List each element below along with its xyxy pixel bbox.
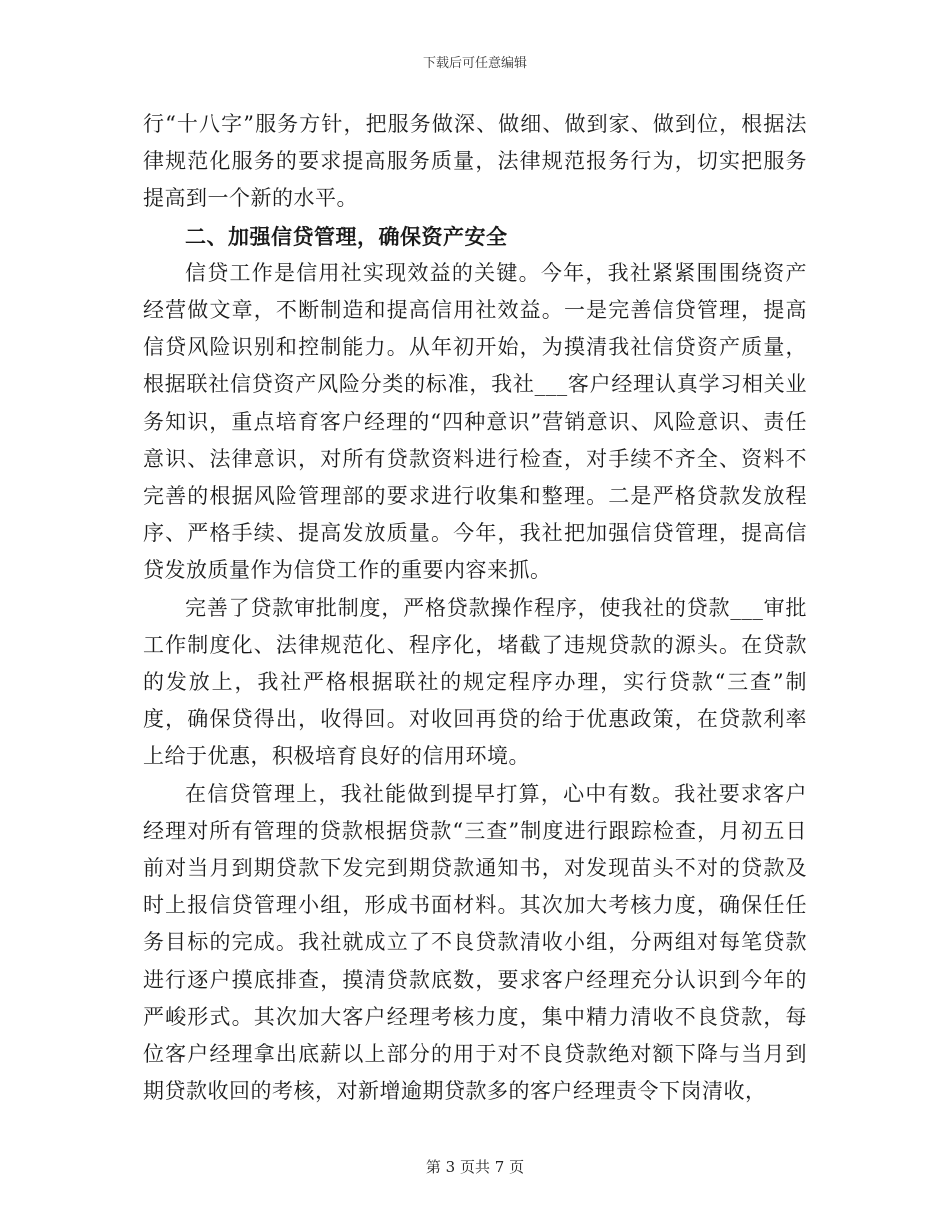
- paragraph-loan-approval: 完善了贷款审批制度，严格贷款操作程序，使我社的贷款___审批工作制度化、法律规范化、程序化，堵截了违规贷款的源头。在贷款的发放上，我社严格根据联社的规定程序办理，实行贷款“三查”制度，确保贷得出，收得回。对收回再贷的给于优惠政策，在贷款利率上给于优惠，积极培育良好的信用环境。: [143, 595, 807, 769]
- paragraph-credit-work: 信贷工作是信用社实现效益的关键。今年，我社紧紧围围绕资产经营做文章，不断制造和提高信用社效益。一是完善信贷管理，提高信贷风险识别和控制能力。从年初开始，为摸清我社信贷资产质量，根据联社信贷资产风险分类的标准，我社___客户经理认真学习相关业务知识，重点培育客户经理的“四种意识”营销意识、风险意识、责任意识、法律意识，对所有贷款资料进行检查，对手续不齐全、资料不完善的根据风险管理部的要求进行收集和整理。二是严格贷款发放程序、严格手续、提高发放质量。今年，我社把加强信贷管理，提高信贷发放质量作为信贷工作的重要内容来抓。: [143, 260, 807, 583]
- section-heading: 二、加强信贷管理，确保资产安全: [185, 223, 508, 249]
- paragraph-credit-management: 在信贷管理上，我社能做到提早打算，心中有数。我社要求客户经理对所有管理的贷款根据贷款“三查”制度进行跟踪检查，月初五日前对当月到期贷款下发完到期贷款通知书，对发现苗头不对的贷款及时上报信贷管理小组，形成书面材料。其次加大考核力度，确保任任务目标的完成。我社就成立了不良贷款清收小组，分两组对每笔贷款进行逐户摸底排查，摸清贷款底数，要求客户经理充分认识到今年的严峻形式。其次加大客户经理考核力度，集中精力清收不良贷款，每位客户经理拿出底薪以上部分的用于对不良贷款绝对额下降与当月到期贷款收回的考核，对新增逾期贷款多的客户经理责令下岗清收，: [143, 781, 807, 1104]
- document-body: [143, 106, 807, 1110]
- page-header: 下载后可任意编辑: [422, 56, 527, 71]
- page-number-footer: 第 3 页共 7 页: [425, 1158, 525, 1176]
- paragraph-continuation: 行“十八字”服务方针，把服务做深、做细、做到家、做到位，根据法律规范化服务的要求提高服务质量，法律规范报务行为，切实把服务提高到一个新的水平。: [143, 112, 807, 211]
